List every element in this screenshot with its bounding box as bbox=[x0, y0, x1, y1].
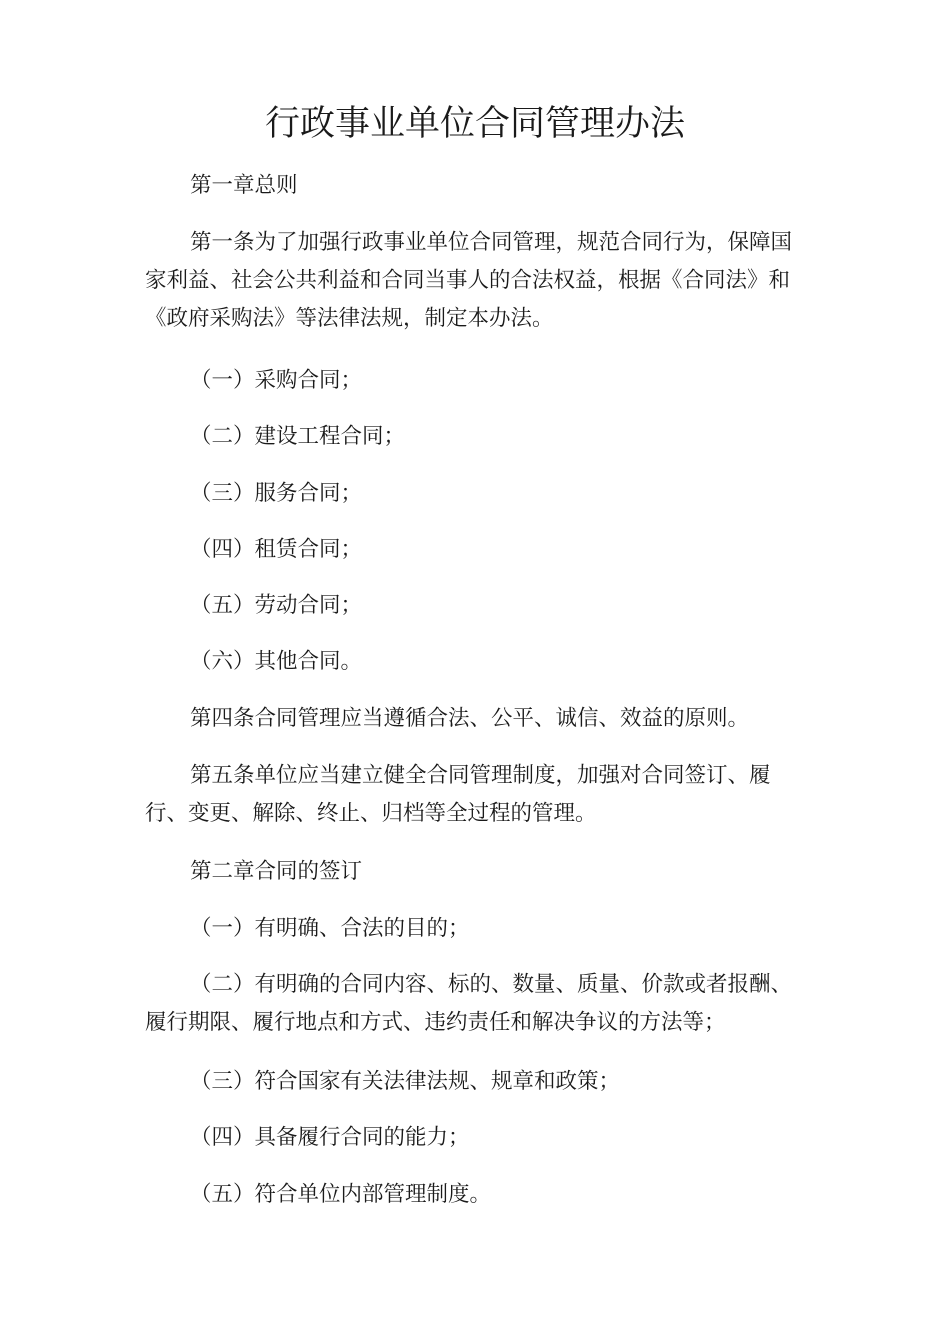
chapter-heading: 第二章合同的签订 bbox=[190, 859, 363, 884]
list-item: （二）建设工程合同； bbox=[190, 424, 406, 449]
list-item: （二）有明确的合同内容、标的、数量、质量、价款或者报酬、履行期限、履行地点和方式、违约责任和解决争议的方法等； bbox=[145, 972, 793, 1035]
list-item: （一）采购合同； bbox=[190, 368, 363, 393]
list-item: （四）具备履行合同的能力； bbox=[190, 1125, 470, 1150]
list-item: （六）其他合同。 bbox=[190, 649, 363, 674]
list-item: （三）符合国家有关法律法规、规章和政策； bbox=[190, 1069, 621, 1094]
list-item: （五）符合单位内部管理制度。 bbox=[190, 1182, 492, 1207]
list-item: （五）劳动合同； bbox=[190, 593, 363, 618]
list-item: （一）有明确、合法的目的； bbox=[190, 916, 470, 941]
article-paragraph: 第一条为了加强行政事业单位合同管理，规范合同行为，保障国家利益、社会公共利益和合同当事人的合法权益，根据《合同法》和《政府采购法》等法律法规，制定本办法。 bbox=[145, 230, 793, 331]
article-paragraph: 第五条单位应当建立健全合同管理制度，加强对合同签订、履行、变更、解除、终止、归档等全过程的管理。 bbox=[145, 763, 771, 826]
list-item: （三）服务合同； bbox=[190, 481, 363, 506]
document-title: 行政事业单位合同管理办法 bbox=[264, 104, 685, 144]
chapter-heading: 第一章总则 bbox=[190, 173, 298, 198]
article-paragraph: 第四条合同管理应当遵循合法、公平、诚信、效益的原则。 bbox=[190, 706, 750, 731]
list-item: （四）租赁合同； bbox=[190, 537, 363, 562]
